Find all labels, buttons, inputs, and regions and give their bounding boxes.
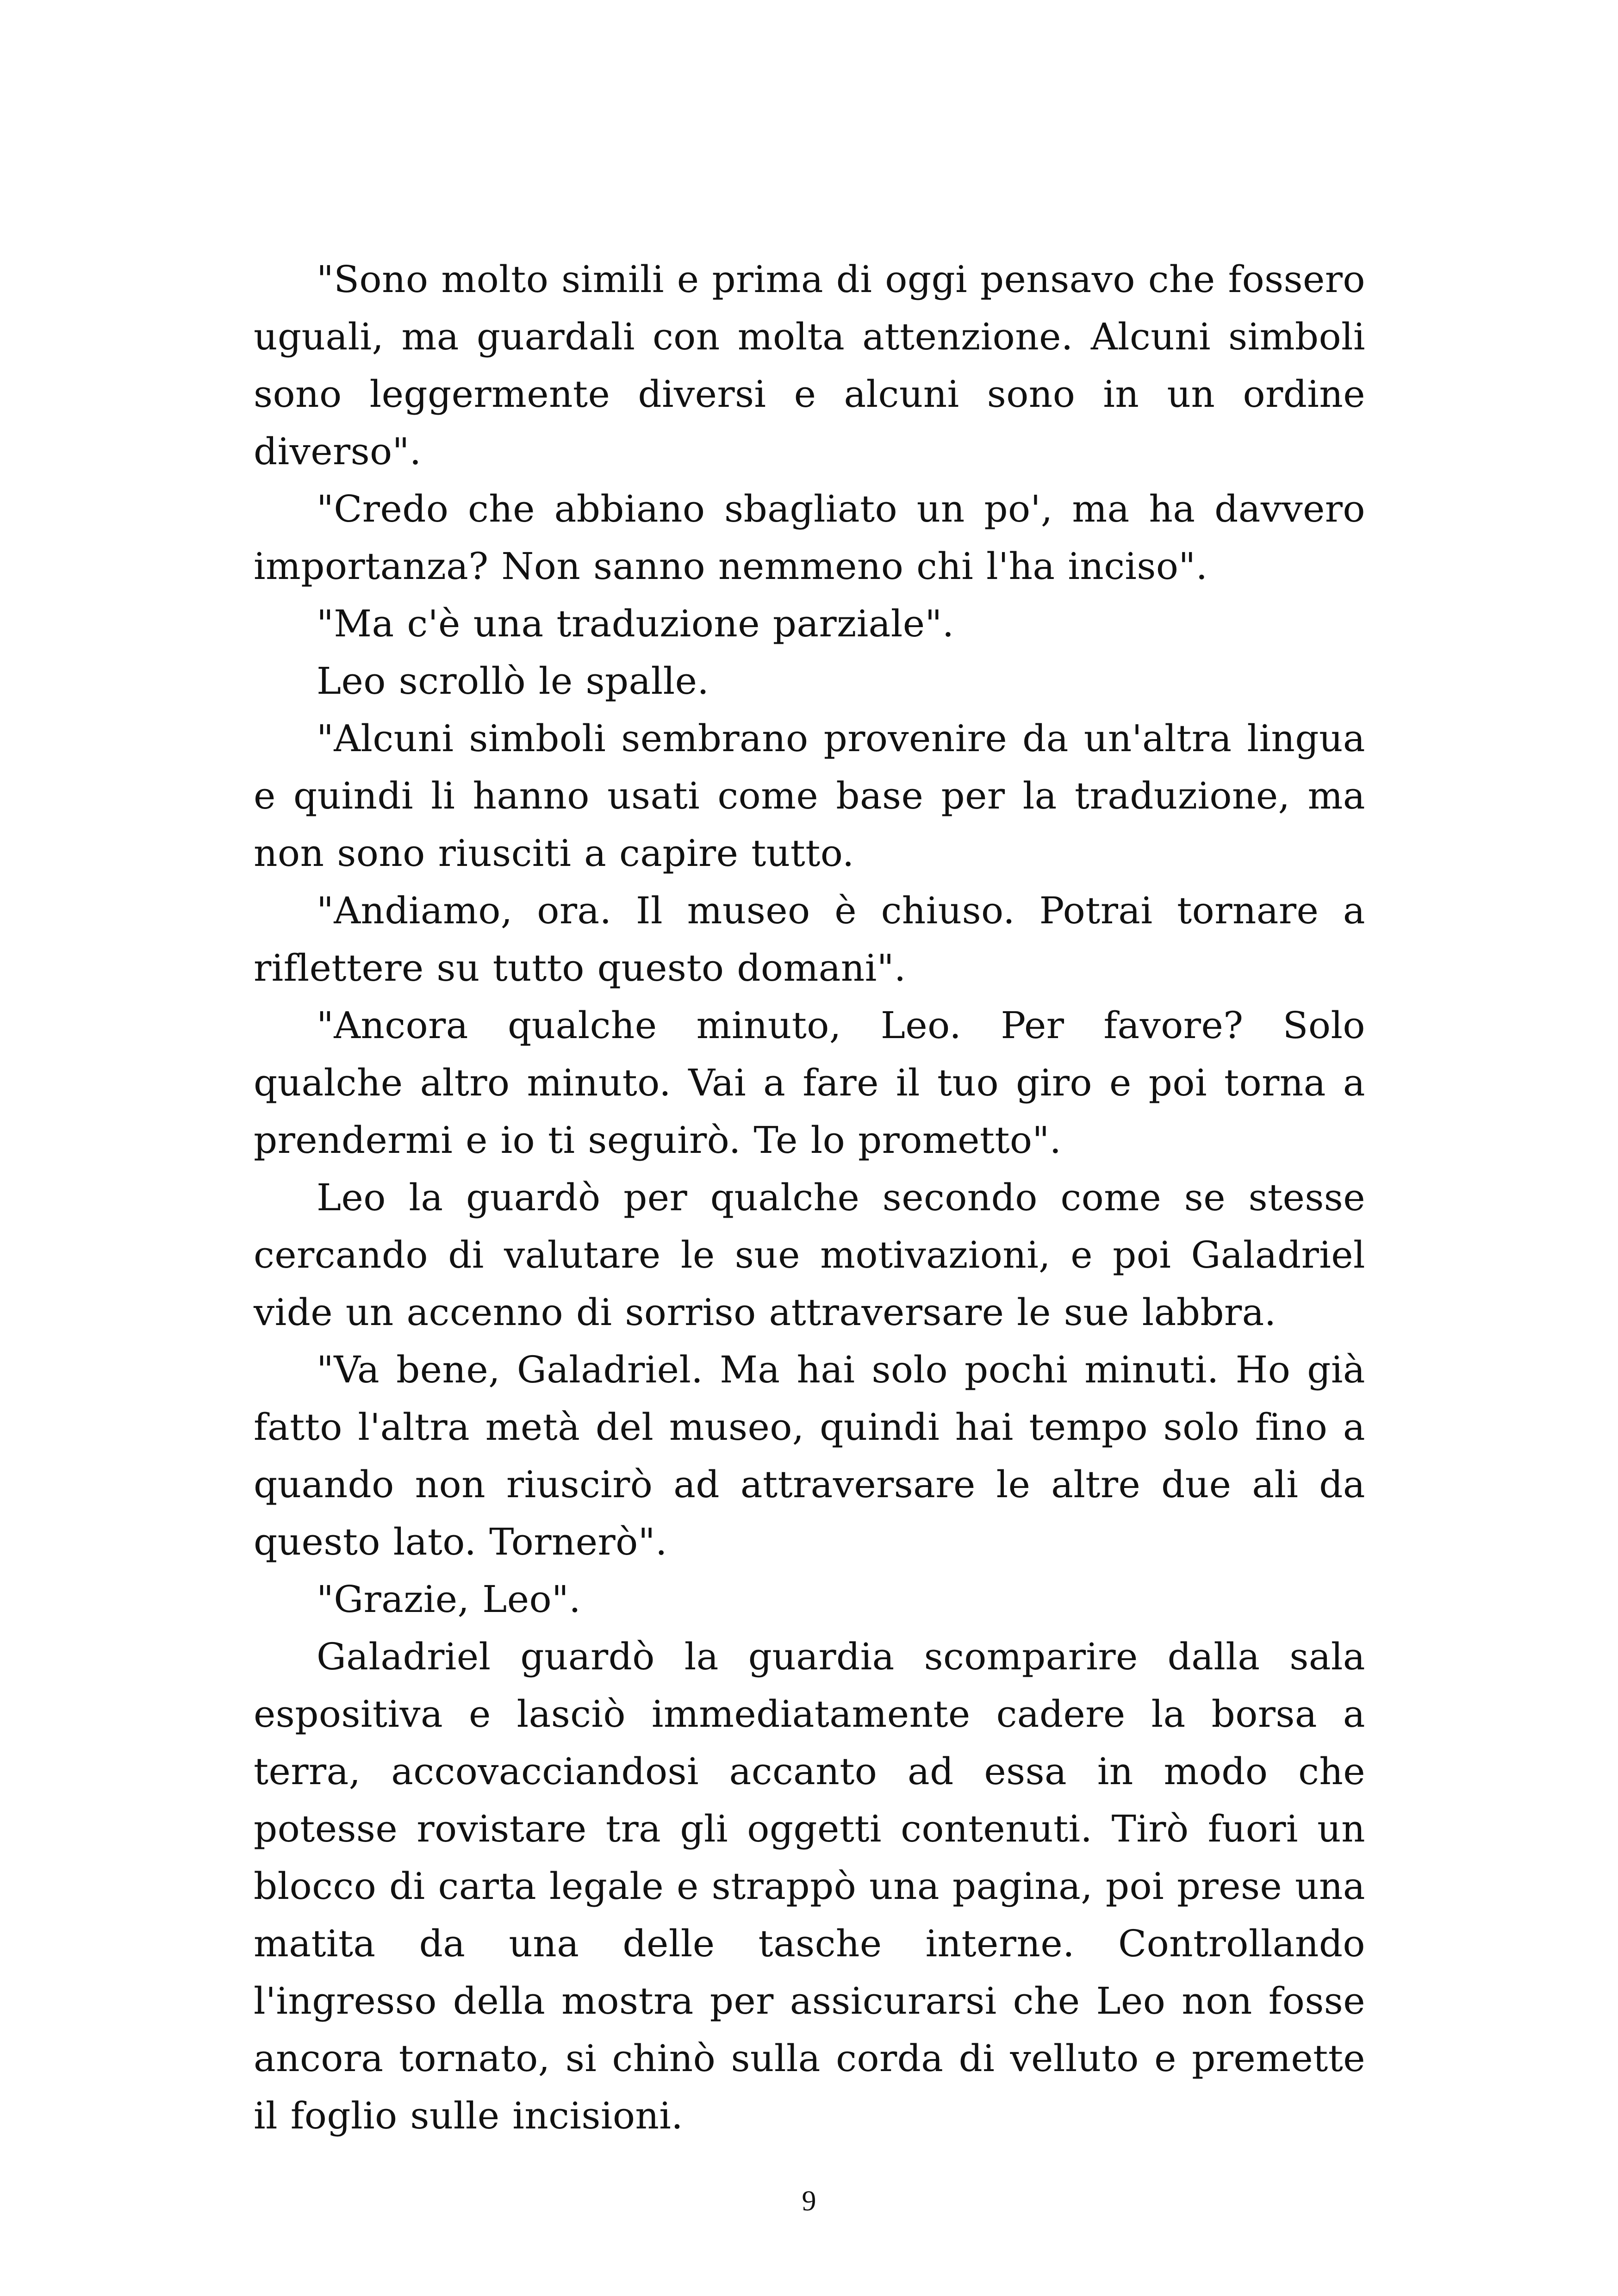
body-text [254, 251, 1365, 2145]
paragraph: "Va bene, Galadriel. Ma hai solo pochi minuti. Ho già fatto l'altra metà del museo, quindi hai tempo solo fino a quando non riuscirò ad attraversare le altre due ali da questo lato. Tornerò". [254, 1348, 1365, 1563]
page-number: 9 [802, 2185, 816, 2217]
paragraph: "Ma c'è una traduzione parziale". [317, 602, 954, 645]
paragraph: "Andiamo, ora. Il museo è chiuso. Potrai tornare a riflettere su tutto questo domani". [254, 889, 1365, 989]
paragraph: Leo la guardò per qualche secondo come se stesse cercando di valutare le sue motivazioni, e poi Galadriel vide un accenno di sorriso attraversare le sue labbra. [254, 1176, 1365, 1334]
paragraph: "Alcuni simboli sembrano provenire da un'altra lingua e quindi li hanno usati come base per la traduzione, ma non sono riusciti a capire tutto. [254, 717, 1365, 875]
paragraph: "Sono molto simili e prima di oggi pensavo che fossero uguali, ma guardali con molta attenzione. Alcuni simboli sono leggermente diversi e alcuni sono in un ordine diverso". [254, 258, 1365, 473]
paragraph: "Credo che abbiano sbagliato un po', ma ha davvero importanza? Non sanno nemmeno chi l'ha inciso". [254, 487, 1365, 588]
paragraph: "Ancora qualche minuto, Leo. Per favore? Solo qualche altro minuto. Vai a fare il tuo giro e poi torna a prendermi e io ti seguirò. Te lo prometto". [254, 1004, 1365, 1162]
paragraph: Galadriel guardò la guardia scomparire dalla sala espositiva e lasciò immediatamente cadere la borsa a terra, accovacciandosi accanto ad essa in modo che potesse rovistare tra gli oggetti contenuti. Tirò fuori un blocco di carta legale e strappò una pagina, poi prese una matita da una delle tasche interne. Controllando l'ingresso della mostra per assicurarsi che Leo non fosse ancora tornato, si chinò sulla corda di velluto e premette il foglio sulle incisioni. [254, 1635, 1365, 2137]
paragraph: Leo scrollò le spalle. [317, 660, 709, 703]
paragraph: "Grazie, Leo". [317, 1578, 581, 1621]
